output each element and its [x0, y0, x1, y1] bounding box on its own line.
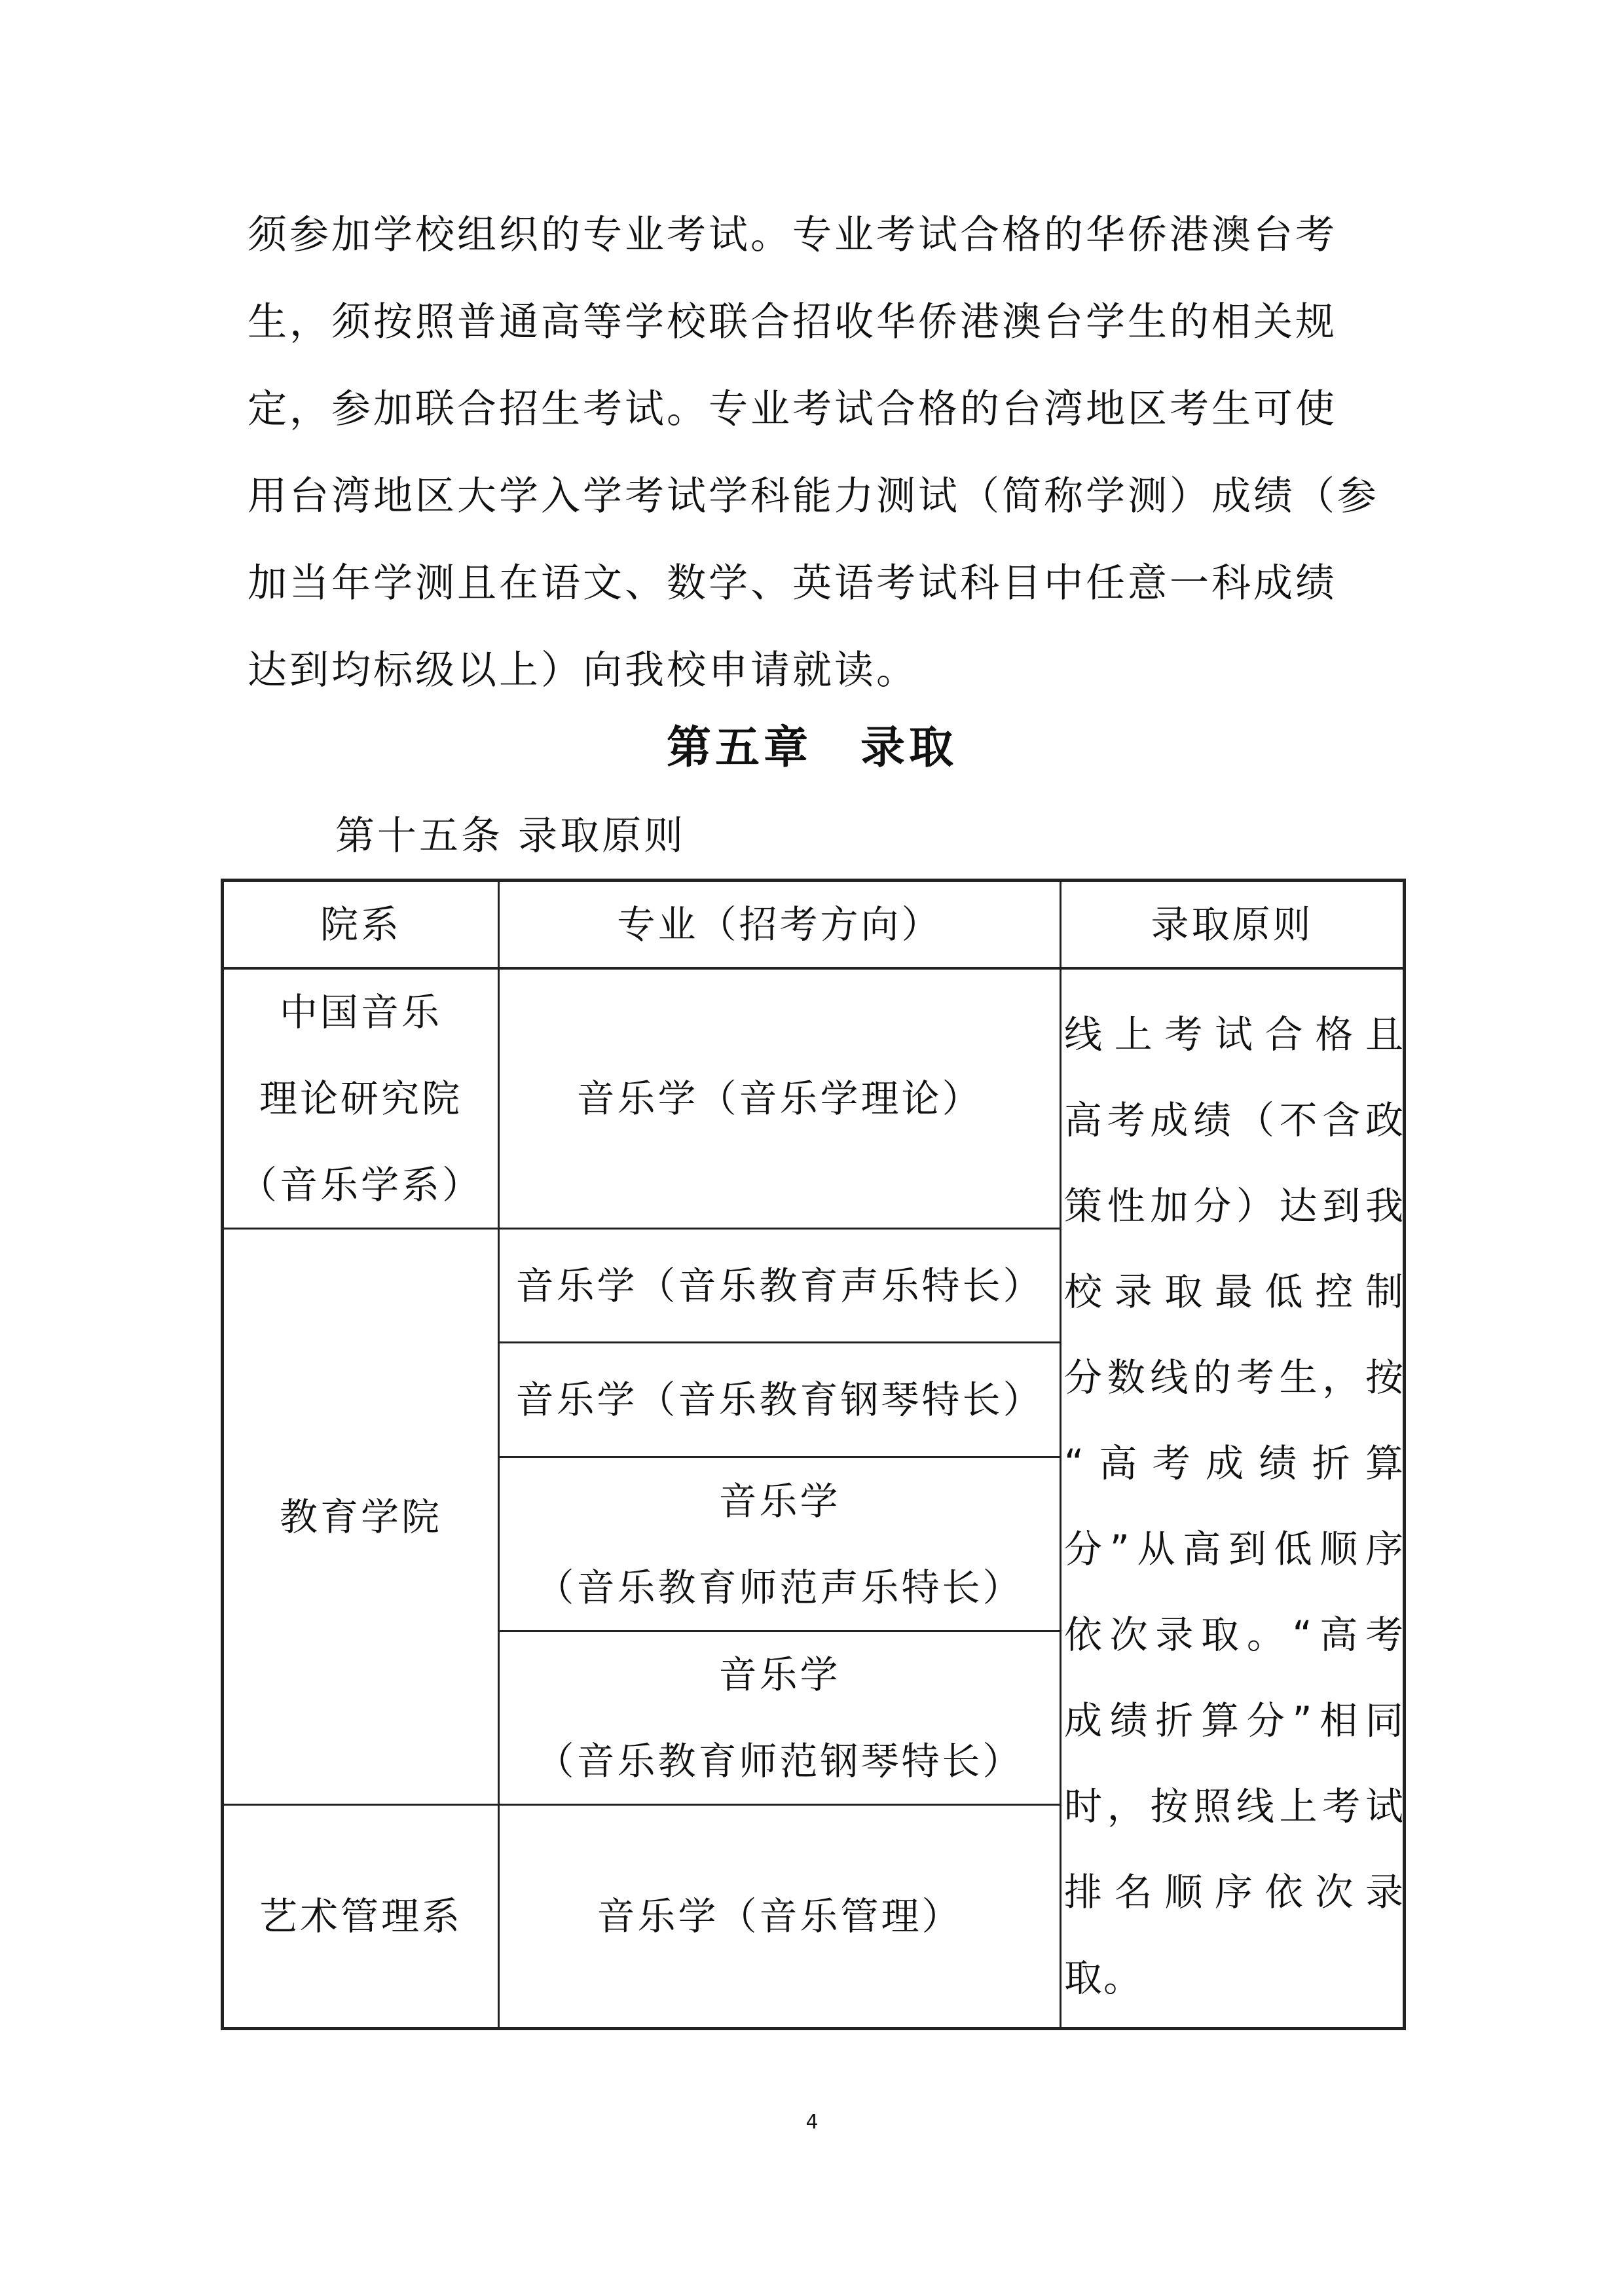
principle-line: 依次录取。“高考: [1064, 1613, 1405, 1657]
department-line: 理论研究院: [259, 1076, 462, 1121]
department-cell: [224, 970, 498, 1228]
table-header-cell: [1061, 882, 1403, 967]
department-line: （音乐学系）: [238, 1163, 483, 1207]
department-line: 艺术管理系: [259, 1894, 462, 1939]
table-header-cell: [500, 882, 1060, 967]
paragraph-line: 须参加学校组织的专业考试。专业考试合格的华侨港澳台考: [248, 212, 1337, 258]
major-cell: [500, 1806, 1060, 2027]
major-cell: [500, 970, 1060, 1228]
principle-line: 线上考试合格且: [1064, 1012, 1405, 1057]
paragraph-line: 定，参加联合招生考试。专业考试合格的台湾地区考生可使: [248, 386, 1337, 432]
paragraph-line: 生，须按照普通高等学校联合招收华侨港澳台学生的相关规: [248, 299, 1337, 345]
major-cell: [500, 1230, 1060, 1341]
department-cell: [224, 1806, 498, 2027]
department-cell: [224, 1230, 498, 1804]
table-header-cell: [224, 882, 498, 967]
header-label: 专业（招考方向）: [617, 902, 942, 947]
major-line: 音乐学: [718, 1652, 841, 1697]
paragraph-line: 用台湾地区大学入学考试学科能力测试（简称学测）成绩（参: [248, 473, 1379, 519]
principle-line: 成绩折算分”相同: [1064, 1698, 1405, 1743]
principle-line: 排名顺序依次录: [1064, 1870, 1405, 1914]
header-label: 录取原则: [1151, 902, 1314, 947]
major-line: 音乐学（音乐管理）: [597, 1894, 963, 1939]
major-line: 音乐学（音乐学理论）: [576, 1076, 983, 1121]
article-title: 第十五条 录取原则: [335, 813, 686, 859]
major-line: 音乐学（音乐教育钢琴特长）: [515, 1377, 1044, 1422]
table-border-bottom: [221, 2027, 1406, 2030]
principle-line: “高考成绩折算: [1064, 1441, 1405, 1485]
principle-line: 分”从高到低顺序: [1064, 1527, 1405, 1571]
department-line: 教育学院: [279, 1494, 442, 1539]
major-cell: [500, 1632, 1060, 1804]
page-number: 4: [805, 2111, 819, 2134]
admission-principle-cell: [1064, 992, 1405, 2021]
paragraph-line: 达到均标级以上）向我校申请就读。: [248, 647, 918, 693]
header-label: 院系: [320, 902, 401, 947]
major-line: 音乐学（音乐教育声乐特长）: [515, 1263, 1044, 1308]
principle-line: 高考成绩（不含政: [1064, 1098, 1405, 1142]
major-line: （音乐教育师范钢琴特长）: [536, 1739, 1024, 1783]
major-line: 音乐学: [718, 1478, 841, 1523]
principle-line: 校录取最低控制: [1064, 1269, 1405, 1314]
major-cell: [500, 1458, 1060, 1630]
principle-line: 时，按照线上考试: [1064, 1784, 1405, 1829]
column-divider: [1060, 879, 1061, 2030]
principle-line: 策性加分）达到我: [1064, 1184, 1405, 1228]
department-line: 中国音乐: [279, 990, 442, 1034]
major-cell: [500, 1343, 1060, 1456]
chapter-title: 第五章 录取: [666, 722, 957, 774]
major-line: （音乐教育师范声乐特长）: [536, 1565, 1024, 1610]
principle-line: 取。: [1064, 1956, 1143, 2000]
principle-line: 分数线的考生，按: [1064, 1355, 1405, 1400]
paragraph-line: 加当年学测且在语文、数学、英语考试科目中任意一科成绩: [248, 560, 1337, 606]
